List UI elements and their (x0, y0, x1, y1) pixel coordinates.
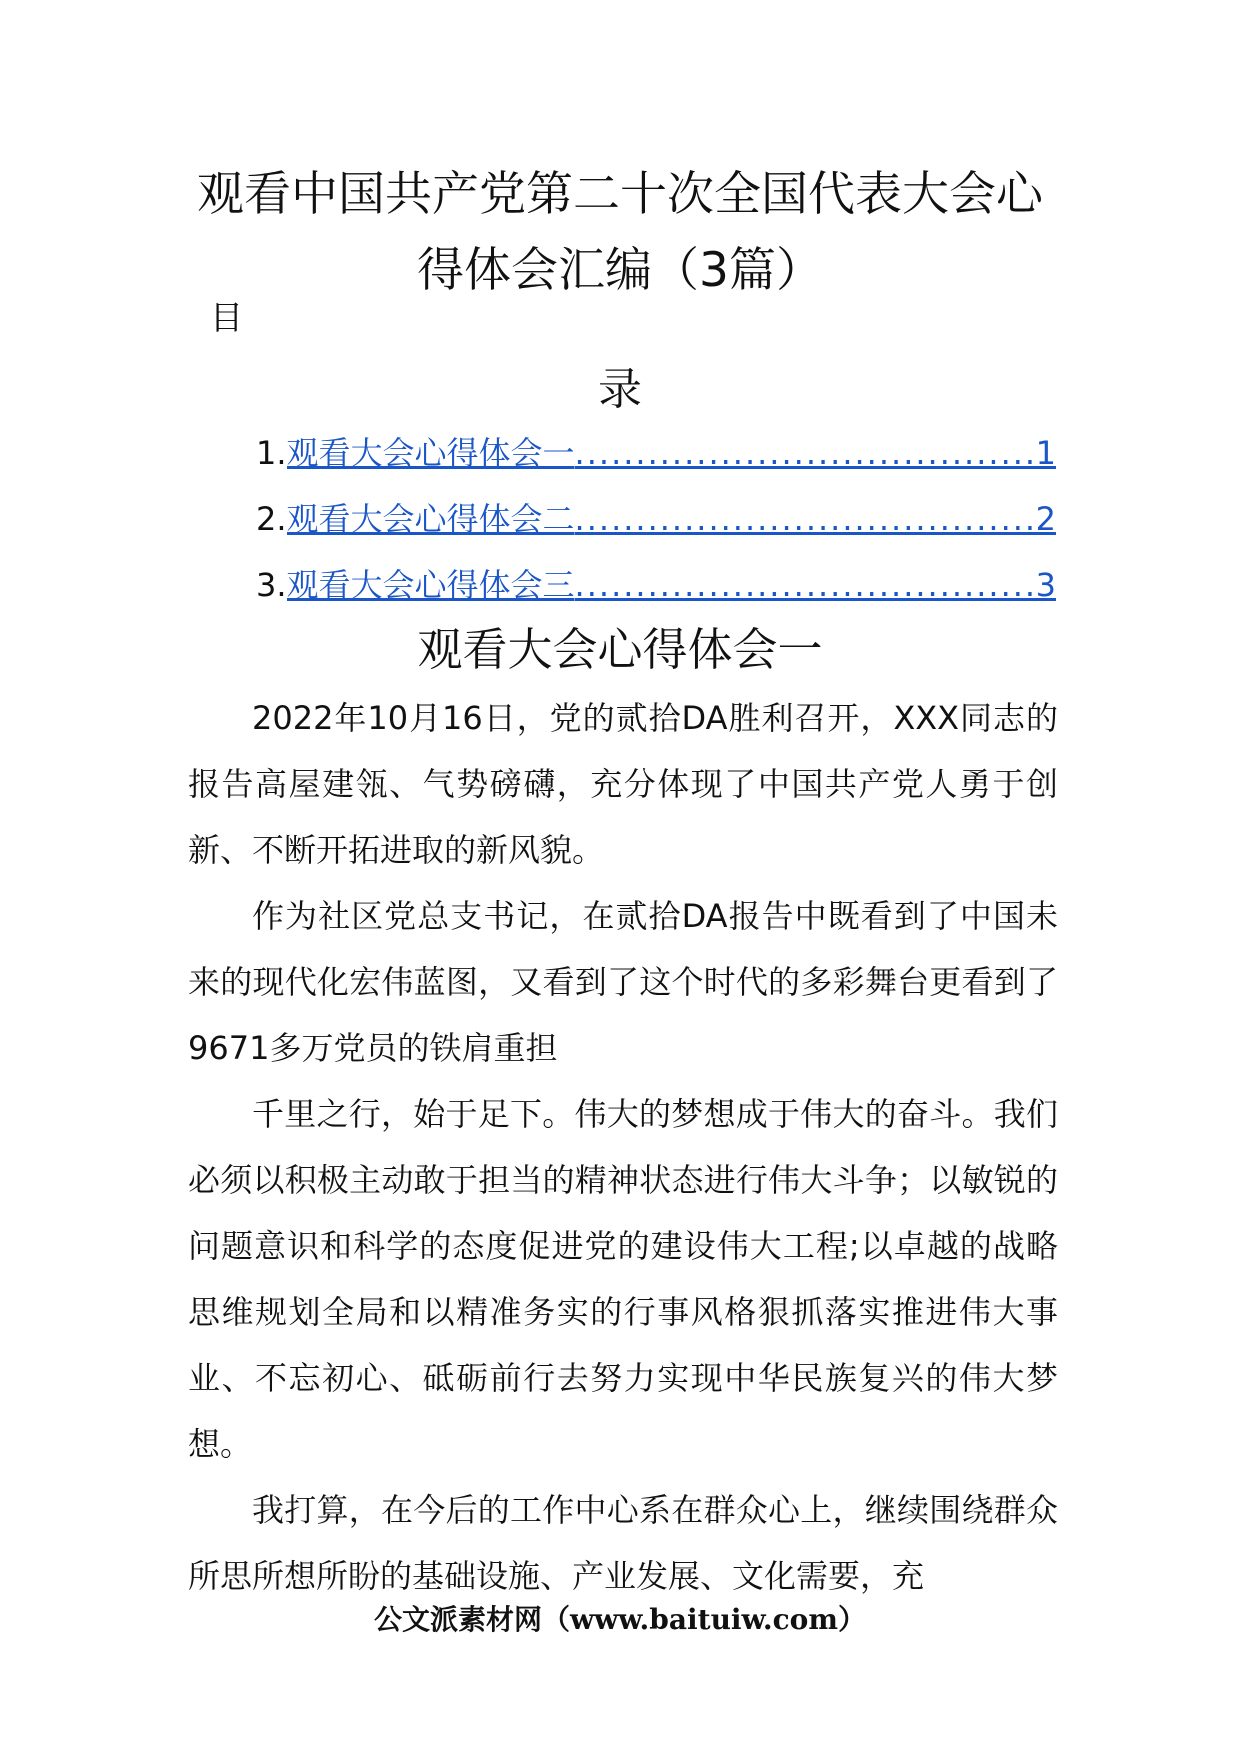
table-of-contents (256, 428, 1056, 626)
toc-link-1[interactable] (287, 428, 1056, 474)
title-line-1: 观看中国共产党第二十次全国代表大会心 (197, 167, 1043, 222)
document-title (150, 157, 1090, 309)
paragraph-4: 我打算，在今后的工作中心系在群众心上，继续围绕群众所思所想所盼的基础设施、产业发展、文化需要，充 (188, 1491, 1058, 1595)
toc-page-number: 1 (1035, 434, 1056, 472)
toc-dot-leader (575, 500, 1036, 538)
toc-item-2 (256, 494, 1056, 560)
paragraph-1: 2022年10月16日，党的贰拾DA胜利召开，XXX同志的报告高屋建瓴、气势磅礴，充分体现了中国共产党人勇于创新、不断开拓进取的新风貌。 (188, 699, 1058, 869)
paragraph-3: 千里之行，始于足下。伟大的梦想成于伟大的奋斗。我们必须以积极主动敢于担当的精神状态进行伟大斗争；以敏锐的问题意识和科学的态度促进党的建设伟大工程;以卓越的战略思维规划全局和以精准务实的行事风格狠抓落实推进伟大事业、不忘初心、砥砺前行去努力实现中华民族复兴的伟大梦想。 (188, 1095, 1058, 1463)
toc-link-text: 观看大会心得体会二 (286, 500, 575, 538)
toc-heading-part-1: 目 (210, 298, 243, 337)
toc-dot-leader (575, 566, 1036, 604)
title-line-2: 得体会汇编（3篇） (417, 243, 823, 298)
toc-heading-part-2: 录 (598, 364, 642, 415)
toc-item-number: 2. (256, 500, 287, 538)
toc-link-2[interactable] (287, 494, 1056, 540)
footer-watermark: 公文派素材网（www.baituiw.com） (374, 1603, 866, 1636)
toc-link-text: 观看大会心得体会三 (286, 566, 575, 604)
toc-item-1 (256, 428, 1056, 494)
toc-page-number: 2 (1035, 500, 1056, 538)
toc-item-number: 1. (256, 434, 287, 472)
toc-page-number: 3 (1035, 566, 1056, 604)
paragraph-2: 作为社区党总支书记，在贰拾DA报告中既看到了中国未来的现代化宏伟蓝图，又看到了这个时代的多彩舞台更看到了9671多万党员的铁肩重担 (188, 897, 1058, 1067)
toc-dot-leader (575, 434, 1036, 472)
toc-link-3[interactable] (287, 560, 1056, 606)
toc-link-text: 观看大会心得体会一 (286, 434, 575, 472)
toc-item-number: 3. (256, 566, 287, 604)
body-text (188, 685, 1058, 1609)
section-title: 观看大会心得体会一 (417, 623, 823, 676)
